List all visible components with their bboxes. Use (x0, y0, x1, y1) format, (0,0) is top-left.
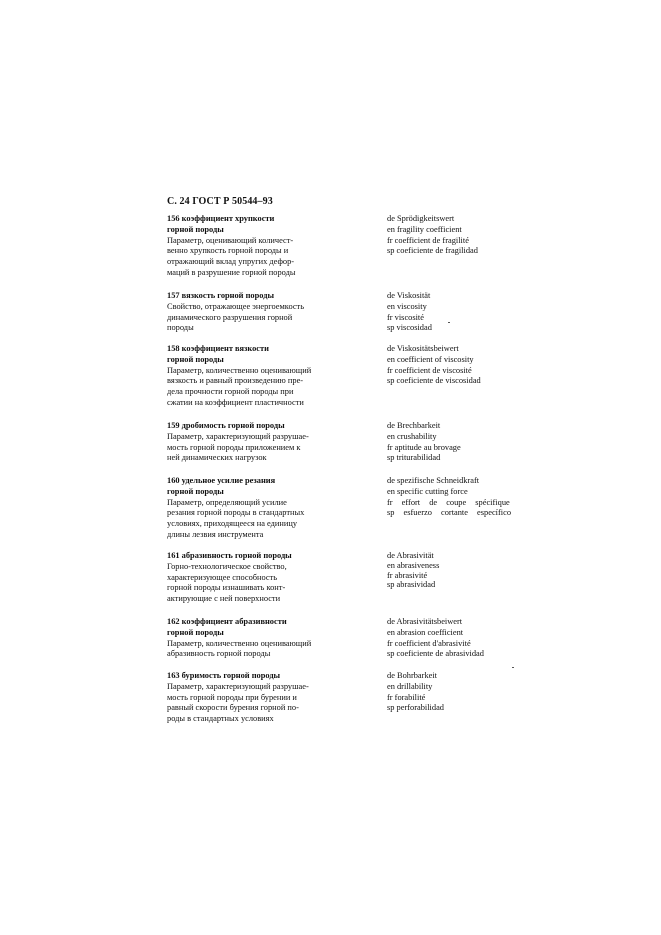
translation-en: en abrasion coefficient (387, 627, 464, 637)
translation-sp: sp coeficiente de fragilidad (387, 246, 478, 256)
term-definition: ней динамических нагрузок (167, 453, 267, 463)
translation-de: de Brechbarkeit (387, 421, 441, 430)
term-title: 163 буримость горной породы (167, 671, 281, 680)
term-definition: актирующие с ней поверхности (167, 594, 281, 604)
translation-fr: fr coefficient d'abrasivité (387, 638, 471, 648)
translation-sp: sp triturabilidad (387, 453, 441, 463)
term-definition: равный скорости бурения горной по- (167, 703, 299, 713)
term-title: 157 вязкость горной породы (167, 291, 274, 300)
term-definition: условиях, приходящееся на единицу (167, 519, 298, 529)
term-definition: венно хрупкость горной породы и (167, 246, 289, 256)
translation-sp: sp esfuerzo cortante específico (387, 508, 512, 518)
term-definition: Параметр, количественно оценивающий (167, 638, 312, 648)
translation-sp: sp abrasividad (387, 580, 436, 590)
translation-fr: fr coefficient de viscosité (387, 365, 472, 375)
translation-en: en specific cutting force (387, 486, 468, 496)
translation-sp: sp coeficiente de viscosidad (387, 376, 481, 386)
translation-en: en viscosity (387, 301, 427, 311)
translation-fr: fr abrasivité (387, 570, 428, 580)
term-definition: отражающий вклад упругих дефор- (167, 257, 295, 267)
translation-en: en coefficient of viscosity (387, 354, 474, 364)
term-definition: дела прочности горной породы при (167, 387, 294, 397)
translation-fr: fr forabilité (387, 692, 426, 702)
term-definition: мость горной породы приложением к (167, 442, 301, 452)
term-definition: вязкость и равный произведению пре- (167, 376, 304, 386)
translation-en: en fragility coefficient (387, 224, 462, 234)
term-title: 159 дробимость горной породы (167, 421, 285, 430)
translation-de: de Bohrbarkeit (387, 671, 438, 680)
term-title: горной породы (167, 486, 224, 496)
term-definition: роды в стандартных условиях (167, 714, 274, 724)
translation-fr: fr aptitude au brovage (387, 442, 461, 452)
term-definition: длины лезвия инструмента (167, 529, 264, 539)
scan-speck (512, 667, 514, 668)
term-title: 158 коэффициент вязкости (167, 344, 269, 353)
translation-de: de Sprödigkeitswert (387, 214, 455, 223)
term-title: горной породы (167, 354, 224, 364)
term-definition: Параметр, характеризующий разрушае- (167, 681, 309, 691)
term-title: 161 абразивность горной породы (167, 551, 292, 560)
page-header: С. 24 ГОСТ Р 50544–93 (167, 196, 273, 207)
term-title: горной породы (167, 627, 224, 637)
term-definition: маций в разрушение горной породы (167, 267, 296, 277)
term-definition: динамического разрушения горной (167, 312, 293, 322)
translation-en: en abrasiveness (387, 560, 440, 570)
translation-de: de Abrasivität (387, 551, 434, 560)
term-definition: Параметр, оценивающий количест- (167, 235, 294, 245)
term-definition: Параметр, характеризующий разрушае- (167, 431, 309, 441)
translation-de: de Viskositätsbeiwert (387, 344, 459, 353)
term-definition: горной породы изнашивать конт- (167, 583, 286, 593)
term-definition: Свойство, отражающее энергоемкость (167, 301, 305, 311)
term-title: 160 удельное усилие резания (167, 476, 276, 485)
translation-en: en crushability (387, 431, 437, 441)
term-definition: Параметр, определяющий усилие (167, 497, 287, 507)
translation-de: de spezifische Schneidkraft (387, 476, 480, 485)
term-definition: породы (167, 323, 194, 333)
term-definition: характеризующее способность (167, 572, 278, 582)
term-definition: мость горной породы при бурении и (167, 692, 297, 702)
translation-fr: fr coefficient de fragilité (387, 235, 469, 245)
translation-de: de Abrasivitätsbeiwert (387, 617, 463, 626)
translation-fr: fr effort de coupe spécifique (387, 497, 510, 507)
term-title: 156 коэффициент хрупкости (167, 214, 275, 223)
term-definition: резания горной породы в стандартных (167, 508, 305, 518)
scan-speck (448, 322, 450, 323)
term-definition: Параметр, количественно оценивающий (167, 365, 312, 375)
term-title: горной породы (167, 224, 224, 234)
translation-sp: sp viscosidad (387, 323, 432, 333)
translation-de: de Viskosität (387, 291, 431, 300)
term-title: 162 коэффициент абразивности (167, 617, 287, 626)
term-definition: Горно-технологическое свойство, (167, 561, 287, 571)
translation-en: en drillability (387, 681, 433, 691)
translation-fr: fr viscosité (387, 312, 424, 322)
term-definition: абразивность горной породы (167, 649, 271, 659)
term-definition: сжатии на коэффициент пластичности (167, 397, 304, 407)
translation-sp: sp coeficiente de abrasividad (387, 649, 484, 659)
translation-sp: sp perforabilidad (387, 703, 444, 713)
